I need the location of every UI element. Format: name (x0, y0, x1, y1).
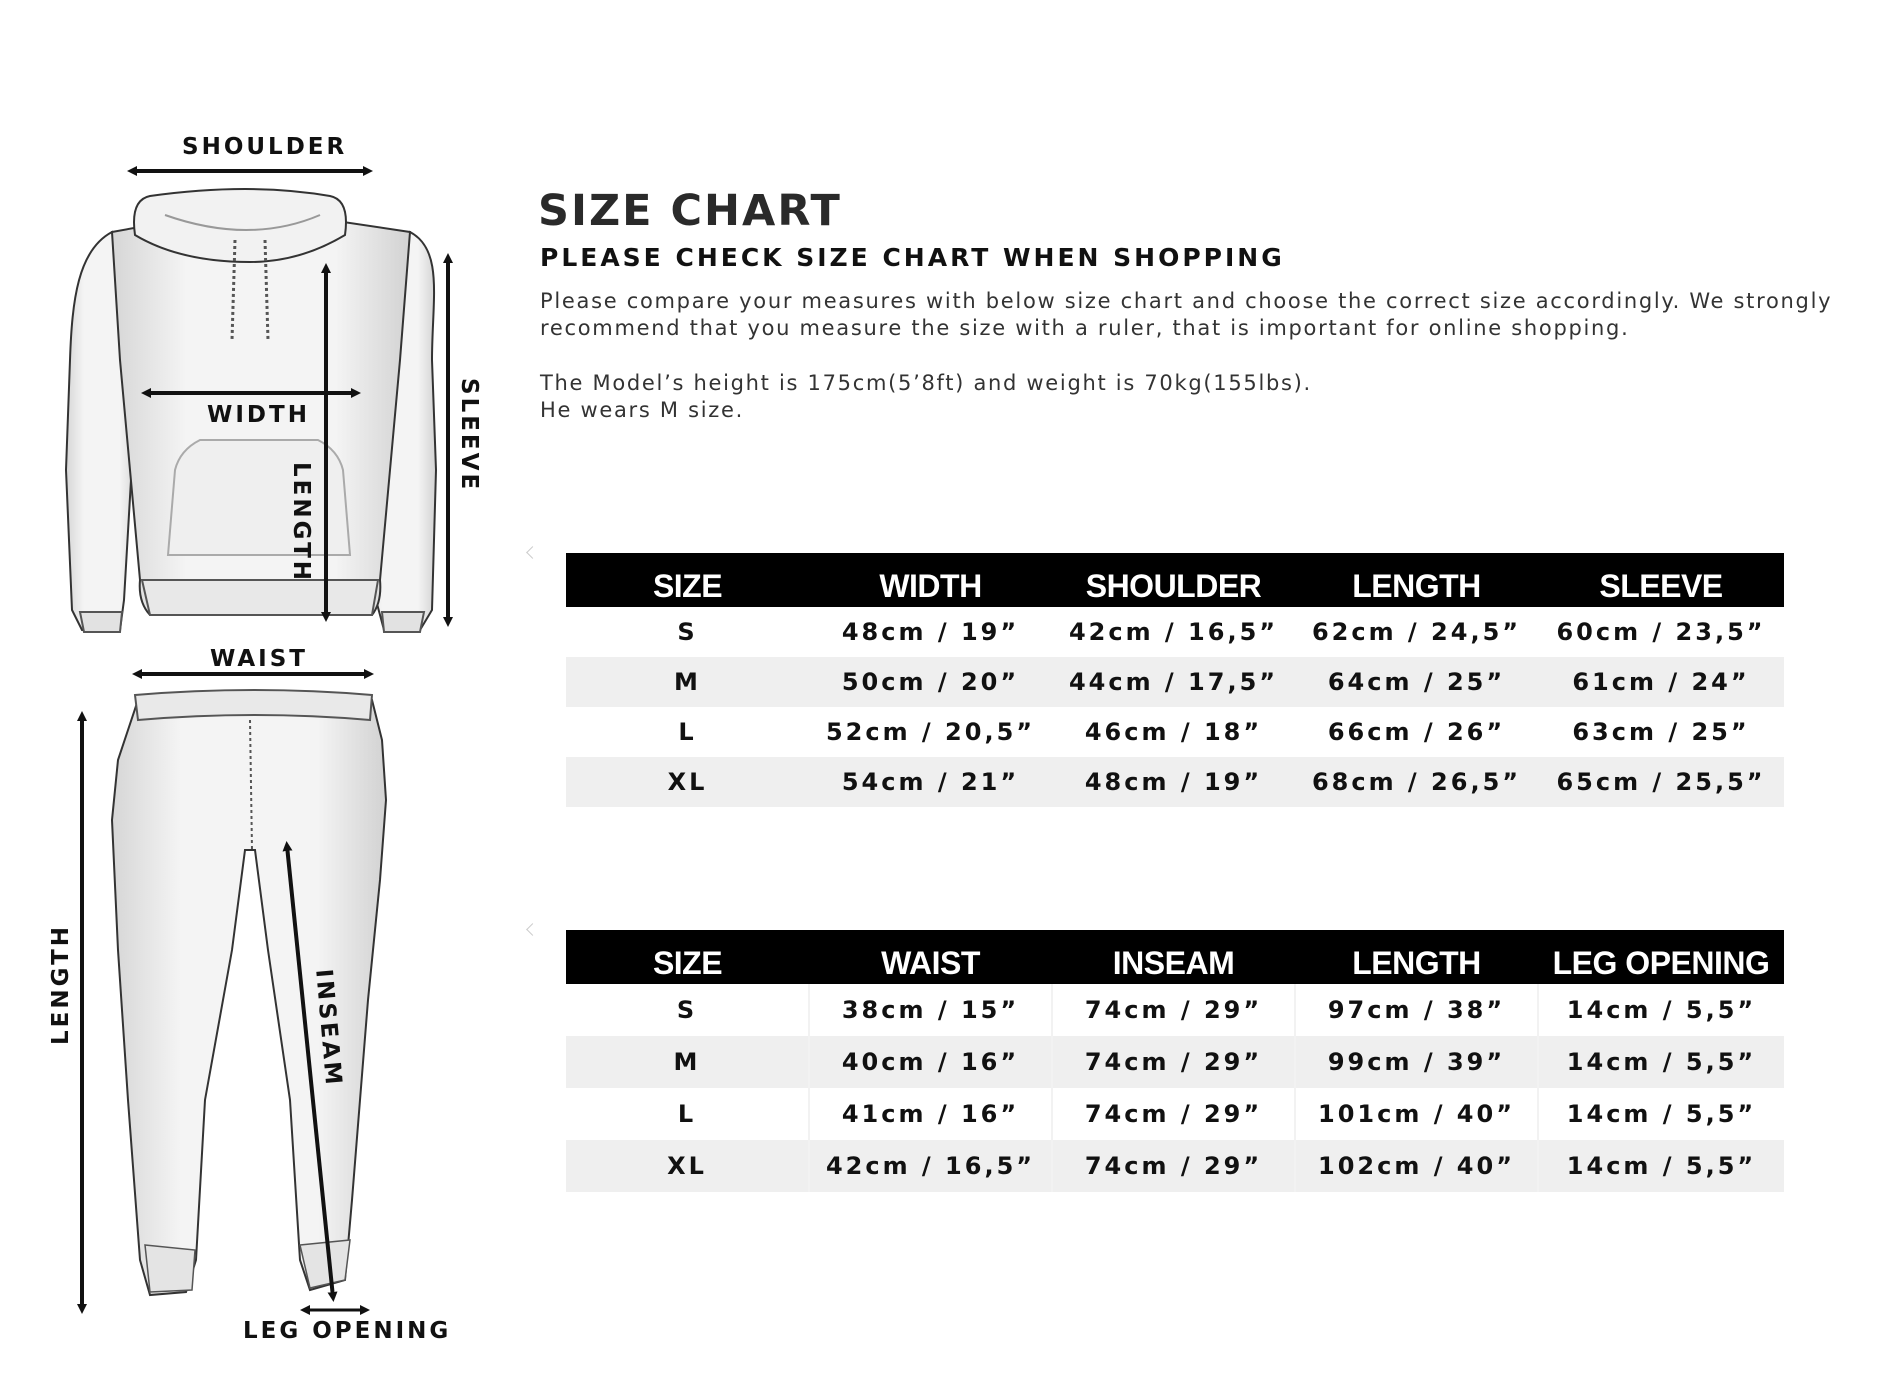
column-header: SIZE (566, 930, 809, 984)
table-cell: 60cm / 23,5” (1556, 618, 1766, 646)
size-cell: S (677, 618, 698, 646)
table-header-row (566, 930, 1784, 984)
column-header: LENGTH (1295, 553, 1538, 607)
inseam-label: INSEAM (310, 968, 347, 1089)
table-cell: 101cm / 40” (1295, 1088, 1538, 1140)
size-cell: XL (566, 757, 809, 807)
pants-length-label: LENGTH (48, 923, 74, 1045)
table-cell: 40cm / 16” (809, 1036, 1052, 1088)
shoulder-label: SHOULDER (182, 134, 348, 160)
chevron-left-icon (526, 546, 539, 559)
chevron-left-icon (526, 923, 539, 936)
width-label: WIDTH (207, 402, 310, 428)
table-cell: 61cm / 24” (1538, 657, 1784, 707)
table-cell: 99cm / 39” (1295, 1036, 1538, 1088)
table-cell: 14cm / 5,5” (1538, 1140, 1784, 1192)
table-cell: 14cm / 5,5” (1566, 1100, 1757, 1128)
size-cell: M (566, 1036, 809, 1088)
table-cell: 52cm / 20,5” (825, 718, 1036, 746)
column-header: LENGTH (1295, 930, 1538, 984)
hoodie-size-table (566, 553, 1784, 807)
sleeve-label: SLEEVE (456, 378, 482, 493)
table-cell: 65cm / 25,5” (1538, 757, 1784, 807)
model-size: He wears M size. (540, 398, 744, 422)
table-row (566, 984, 1784, 1036)
table-cell: 46cm / 18” (1084, 718, 1263, 746)
table-cell: 64cm / 25” (1295, 657, 1538, 707)
table-row (566, 1088, 1784, 1140)
table-cell: 63cm / 25” (1572, 718, 1750, 746)
size-cell: L (566, 1088, 809, 1140)
size-cell: L (678, 718, 697, 746)
table-cell: 74cm / 29” (1052, 1088, 1295, 1140)
column-header: WAIST (809, 930, 1052, 984)
table-cell: 42cm / 16,5” (1068, 618, 1279, 646)
size-cell: M (566, 657, 809, 707)
table-row (566, 757, 1784, 807)
table-cell: 68cm / 26,5” (1295, 757, 1538, 807)
page-title: SIZE CHART (538, 186, 842, 236)
size-cell: S (566, 984, 809, 1036)
garment-drawing (0, 0, 520, 1397)
table-row (566, 1036, 1784, 1088)
column-header: SLEEVE (1538, 553, 1784, 607)
table-cell: 42cm / 16,5” (809, 1140, 1052, 1192)
column-header: LEG OPENING (1538, 930, 1784, 984)
table-cell: 44cm / 17,5” (1052, 657, 1295, 707)
instructions-paragraph: Please compare your measures with below size chart and choose the correct size accordingly. We strongly recommend that you measure the size with a ruler, that is important for online shopping. (540, 289, 1833, 340)
table-row (566, 607, 1784, 657)
model-height-weight: The Model’s height is 175cm(5’8ft) and weight is 70kg(155lbs). (540, 371, 1312, 395)
column-header: SIZE (566, 553, 809, 607)
table-cell: 74cm / 29” (1052, 1140, 1295, 1192)
leg-opening-label: LEG OPENING (243, 1318, 452, 1344)
table-cell: 62cm / 24,5” (1311, 618, 1522, 646)
table-cell: 74cm / 29” (1052, 984, 1295, 1036)
table-header-row (566, 553, 1784, 607)
table-cell: 74cm / 29” (1052, 1036, 1295, 1088)
table-cell: 50cm / 20” (809, 657, 1052, 707)
table-cell: 14cm / 5,5” (1566, 996, 1757, 1024)
table-cell: 41cm / 16” (809, 1088, 1052, 1140)
table-cell: 102cm / 40” (1295, 1140, 1538, 1192)
table-cell: 14cm / 5,5” (1538, 1036, 1784, 1088)
table-cell: 38cm / 15” (809, 984, 1052, 1036)
table-row (566, 1140, 1784, 1192)
table-cell: 54cm / 21” (809, 757, 1052, 807)
table-cell: 48cm / 19” (841, 618, 1020, 646)
hoodie-length-label: LENGTH (288, 462, 314, 584)
pants-shape (112, 690, 386, 1295)
table-row (566, 707, 1784, 757)
table-row (566, 657, 1784, 707)
column-header: WIDTH (809, 553, 1052, 607)
garment-illustration (0, 0, 520, 1397)
table-cell: 66cm / 26” (1327, 718, 1506, 746)
pants-size-table (566, 930, 1784, 1192)
size-cell: XL (566, 1140, 809, 1192)
table-cell: 48cm / 19” (1052, 757, 1295, 807)
waist-label: WAIST (210, 646, 308, 672)
page-subtitle: PLEASE CHECK SIZE CHART WHEN SHOPPING (540, 243, 1285, 272)
column-header: SHOULDER (1052, 553, 1295, 607)
table-cell: 97cm / 38” (1295, 984, 1538, 1036)
column-header: INSEAM (1052, 930, 1295, 984)
model-info (540, 370, 1870, 424)
